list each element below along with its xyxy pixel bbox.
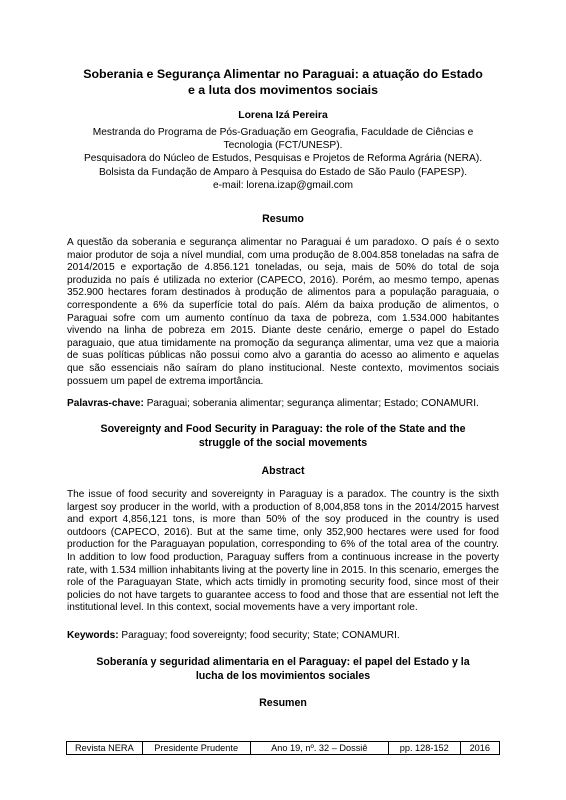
title-english-line-2: struggle of the social movements (198, 437, 368, 449)
title-english (60, 422, 506, 450)
footer-journal: Revista NERA (67, 742, 143, 755)
affiliation-line: Mestranda do Programa de Pós-Graduação em Geografia, Faculdade de Ciências e (92, 127, 474, 138)
title-spanish-line-1: Soberanía y seguridad alimentaria en el Paraguay: el papel del Estado y la (96, 656, 470, 668)
title-spanish (60, 655, 506, 683)
affiliation-line: Tecnologia (FCT/UNESP). (223, 140, 343, 152)
keywords-label: Keywords: (67, 630, 119, 641)
author-email: e-mail: lorena.izap@gmail.com (213, 179, 353, 191)
keywords-text: Paraguay; food sovereignty; food security; State; CONAMURI. (118, 630, 400, 641)
title-portuguese (60, 66, 506, 98)
title-spanish-line-2: lucha de los movimientos sociales (195, 670, 371, 682)
title-portuguese-line-1: Soberania e Segurança Alimentar no Paraguai: a atuação do Estado (83, 67, 483, 81)
resumo-text: A questão da soberania e segurança alimentar no Paraguai é um paradoxo. O país é o sexto maior produtor de soja a nível mundial, com uma produção de 8.004.858 toneladas na safra de 2014/2015 e exportação de 4.856.121 toneladas, ou seja, mais de 50% do total de soja produzida no país é utilizada no exterior (CAPECO, 2016). Porém, ao mesmo tempo, apenas 352.900 hectares foram destinados à produção de alimentos para a população paraguaia, o correspondente a 6% da superfície total do país. Além da baixa produção de alimentos, o Paraguai sofre com um aumento contínuo da taxa de pobreza, com 1.534.000 habitantes vivendo na linha de pobreza em 2015. Diante deste cenário, emerge o papel do Estado paraguaio, que atua timidamente na promoção da segurança alimentar, uma vez que a maioria de suas políticas públicas não possui como alvo a garantia do acesso ao alimento e aquelas que são essenciais não saíram do plano institucional. Neste contexto, movimentos sociais possuem um papel de extrema importância. (67, 237, 499, 387)
palavras-chave-label: Palavras-chave: (67, 398, 144, 409)
palavras-chave (67, 398, 499, 411)
footer-row (67, 742, 500, 755)
footer-pages: pp. 128-152 (388, 742, 460, 755)
journal-footer (66, 741, 500, 755)
footer-year: 2016 (460, 742, 499, 755)
palavras-chave-text: Paraguai; soberania alimentar; segurança alimentar; Estado; CONAMURI. (143, 398, 479, 409)
resumo-heading: Resumo (262, 213, 304, 225)
keywords (67, 630, 499, 643)
footer-city: Presidente Prudente (142, 742, 250, 755)
affiliation-line: Bolsista da Fundação de Amparo à Pesquisa do Estado de São Paulo (FAPESP). (98, 166, 468, 178)
author-affiliations (66, 126, 500, 192)
affiliation-line: Pesquisadora do Núcleo de Estudos, Pesquisas e Projetos de Reforma Agrária (NERA). (83, 153, 483, 165)
abstract-heading: Abstract (261, 465, 305, 477)
title-portuguese-line-2: e a luta dos movimentos sociais (187, 83, 379, 97)
title-english-line-1: Sovereignty and Food Security in Paraguay: the role of the State and the (100, 423, 466, 435)
resumen-heading: Resumen (259, 697, 307, 709)
footer-volume: Ano 19, nº. 32 – Dossiê (250, 742, 388, 755)
abstract-text: The issue of food security and sovereignty in Paraguay is a paradox. The country is the sixth largest soy producer in the world, with a production of 8,004,858 tons in the 2014/2015 harvest and export 4,856,121 tons, is more than 50% of the soy produced in the country is used outdoors (CAPECO, 2016). But at the same time, only 352,900 hectares were used for food production for the Paraguayan population, corresponding to 6% of the total area of the country. In addition to low food production, Paraguay suffers from a continuous increase in the poverty rate, with 1.534 million inhabitants living at the poverty line in 2015. In this scenario, emerges the role of the Paraguayan State, which acts timidly in promoting security food, since most of their policies do not have targets to guarantee access to food and those that are essential not left the institutional level. In this context, social movements have a very important role. (67, 489, 499, 614)
author-name: Lorena Izá Pereira (238, 110, 328, 121)
